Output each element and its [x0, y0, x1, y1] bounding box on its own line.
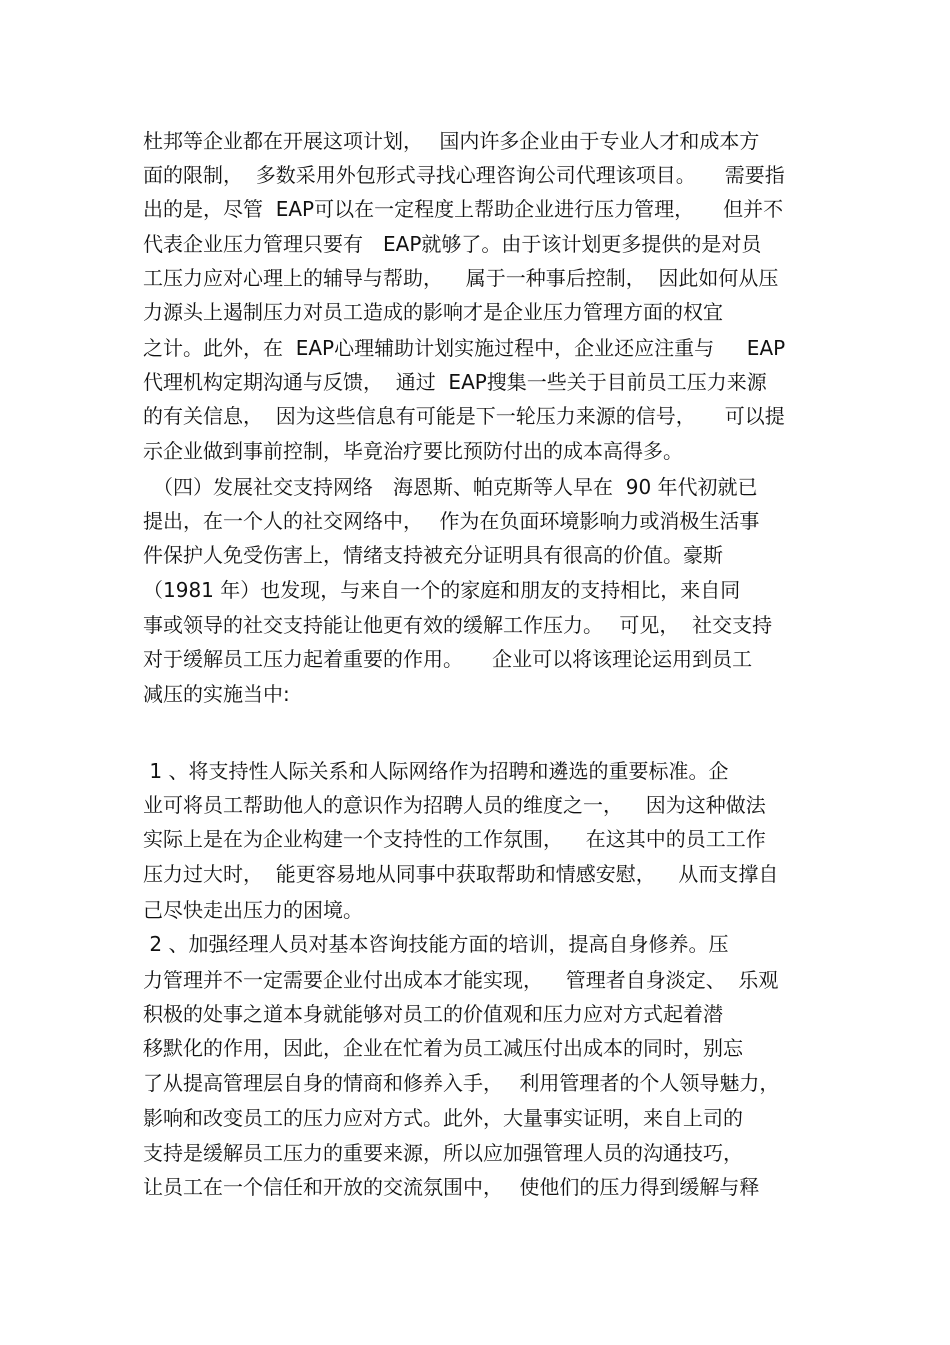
text-line: （1981 年）也发现，与来自一个的家庭和朋友的支持相比，来自同 — [143, 578, 741, 602]
text-line: 积极的处事之道本身就能够对员工的价值观和压力应对方式起着潜 — [143, 1002, 723, 1026]
text-line: 事或领导的社交支持能让他更有效的缓解工作压力。 可见， 社交支持 — [143, 613, 773, 637]
text-line: 了从提高管理层自身的情商和修养入手， 利用管理者的个人领导魅力， — [143, 1071, 780, 1095]
text-line: 代表企业压力管理只要有 EAP就够了。由于该计划更多提供的是对员 — [143, 232, 762, 256]
text-line: 代理机构定期沟通与反馈， 通过 EAP搜集一些关于目前员工压力来源 — [143, 370, 767, 394]
list-item-line: 2 、加强经理人员对基本咨询技能方面的培训，提高自身修养。压 — [143, 932, 729, 956]
text-line: 提出，在一个人的社交网络中， 作为在负面环境影响力或消极生活事 — [143, 509, 760, 533]
text-line: 示企业做到事前控制，毕竟治疗要比预防付出的成本高得多。 — [143, 439, 683, 463]
text-line: 移默化的作用，因此，企业在忙着为员工减压付出成本的同时，别忘 — [143, 1036, 743, 1060]
text-line: 影响和改变员工的压力应对方式。此外，大量事实证明，来自上司的 — [143, 1106, 743, 1130]
text-line: 实际上是在为企业构建一个支持性的工作氛围， 在这其中的员工工作 — [143, 827, 766, 851]
section-heading-line: （四）发展社交支持网络 海恩斯、帕克斯等人早在 90 年代初就已 — [143, 475, 758, 499]
text-line: 减压的实施当中: — [143, 682, 290, 706]
text-line: 业可将员工帮助他人的意识作为招聘人员的维度之一， 因为这种做法 — [143, 793, 766, 817]
text-line: 让员工在一个信任和开放的交流氛围中， 使他们的压力得到缓解与释 — [143, 1175, 760, 1199]
text-line: 面的限制， 多数采用外包形式寻找心理咨询公司代理该项目。 需要指 — [143, 163, 785, 187]
text-line: 件保护人免受伤害上，情绪支持被充分证明具有很高的价值。豪斯 — [143, 543, 723, 567]
text-line: 杜邦等企业都在开展这项计划， 国内许多企业由于专业人才和成本方 — [143, 129, 760, 153]
text-line: 的有关信息， 因为这些信息有可能是下一轮压力来源的信号， 可以提 — [143, 404, 785, 428]
text-line: 出的是，尽管 EAP可以在一定程度上帮助企业进行压力管理， 但并不 — [143, 197, 784, 221]
text-line: 压力过大时， 能更容易地从同事中获取帮助和情感安慰， 从而支撑自 — [143, 862, 779, 886]
text-line: 之计。此外，在 EAP心理辅助计划实施过程中，企业还应注重与 EAP — [143, 336, 786, 360]
text-line: 支持是缓解员工压力的重要来源，所以应加强管理人员的沟通技巧， — [143, 1141, 743, 1165]
text-line: 对于缓解员工压力起着重要的作用。 企业可以将该理论运用到员工 — [143, 647, 753, 671]
text-line: 工压力应对心理上的辅导与帮助， 属于一种事后控制， 因此如何从压 — [143, 266, 779, 290]
text-line: 力源头上遏制压力对员工造成的影响才是企业压力管理方面的权宜 — [143, 300, 723, 324]
text-line: 己尽快走出压力的困境。 — [143, 898, 363, 922]
list-item-line: 1 、将支持性人际关系和人际网络作为招聘和遴选的重要标准。企 — [143, 759, 729, 783]
text-line: 力管理并不一定需要企业付出成本才能实现， 管理者自身淡定、 乐观 — [143, 968, 779, 992]
